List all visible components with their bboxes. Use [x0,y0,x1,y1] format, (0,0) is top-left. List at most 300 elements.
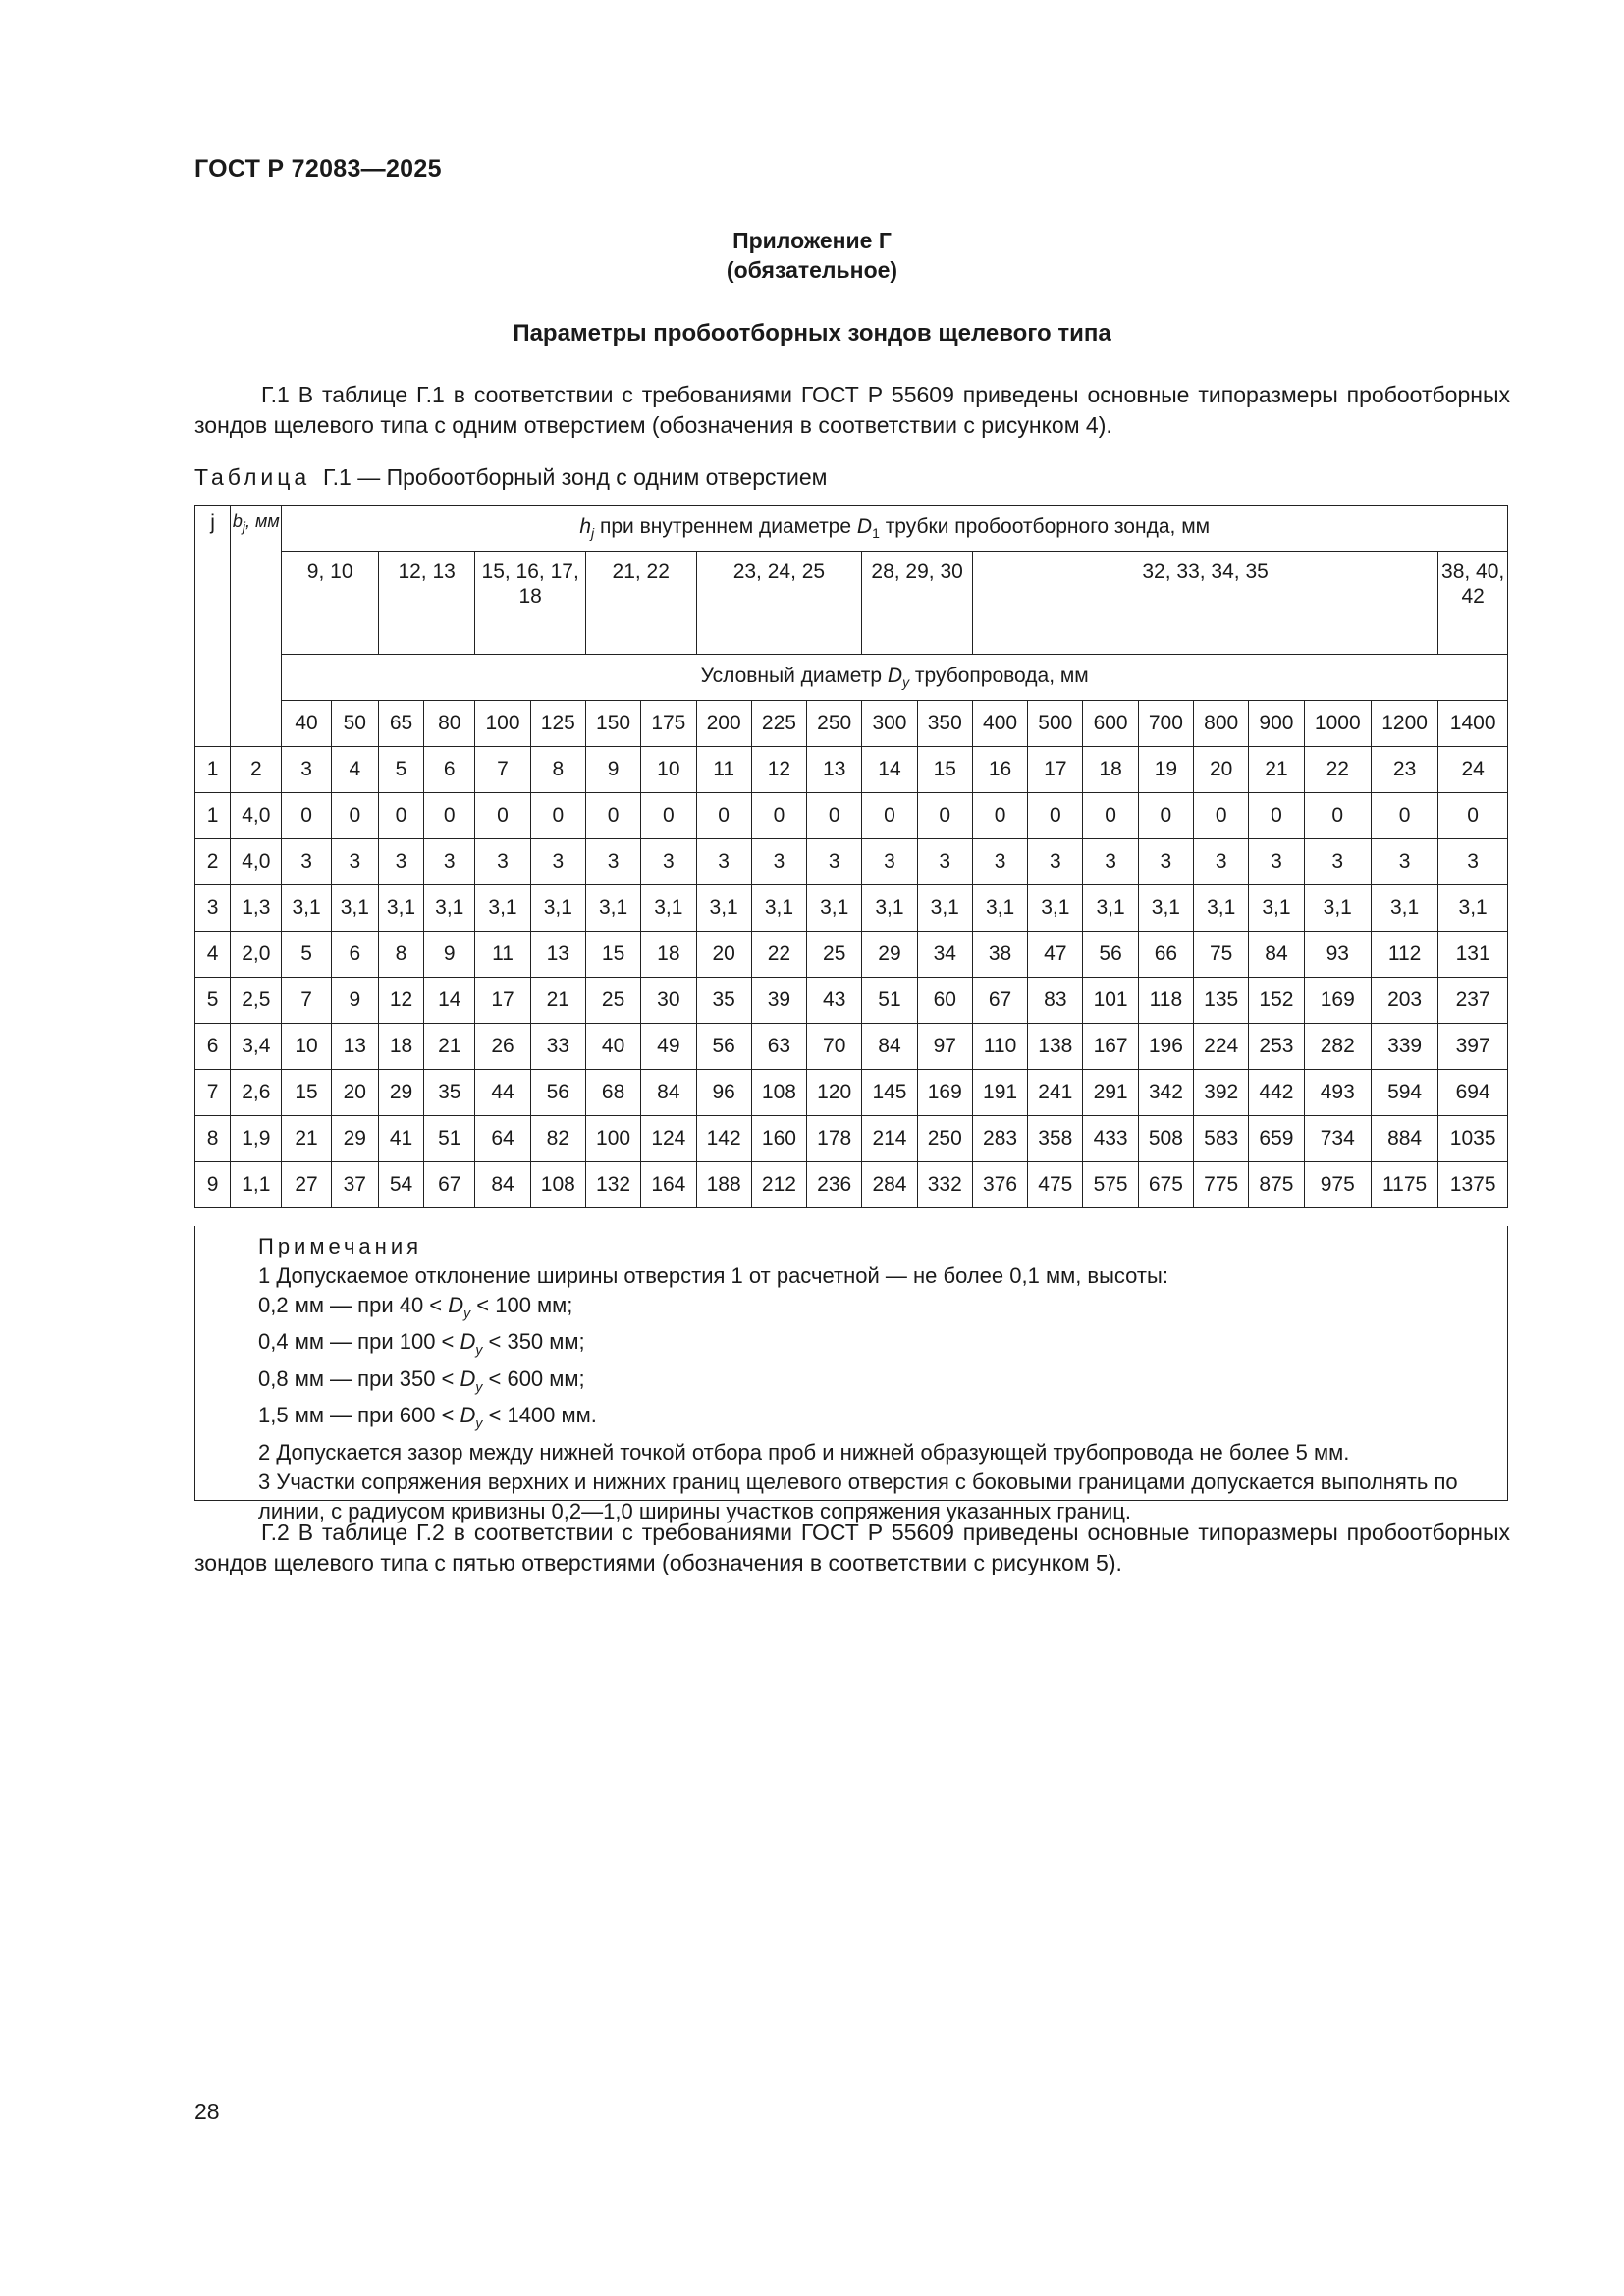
height-cell: 397 [1438,1024,1508,1070]
height-cell: 63 [751,1024,806,1070]
h-sub: j [591,525,595,542]
height-cell: 875 [1249,1162,1304,1208]
height-cell: 40 [585,1024,640,1070]
height-cell: 124 [641,1116,696,1162]
height-cell: 3 [917,839,972,885]
height-cell: 39 [751,978,806,1024]
section-title: Параметры пробоотборных зондов щелевого типа [513,320,1111,347]
height-cell: 84 [475,1162,530,1208]
height-cell: 3,1 [807,885,862,932]
table-row [195,793,1508,839]
table-row [195,1116,1508,1162]
table-notes [194,1226,1508,1523]
appendix-title: Приложение Г [732,228,892,253]
height-cell: 41 [378,1116,423,1162]
height-cell: 237 [1438,978,1508,1024]
height-cell: 3 [1249,839,1304,885]
tolerance-2-D: D [460,1329,476,1355]
height-cell: 433 [1083,1116,1138,1162]
height-cell: 0 [1138,793,1193,839]
height-cell: 21 [282,1116,331,1162]
height-cell: 9 [424,932,475,978]
height-cell: 0 [1028,793,1083,839]
height-cell: 3,1 [530,885,585,932]
col-header-h [282,506,1508,552]
height-cell: 376 [972,1162,1027,1208]
height-cell: 9 [331,978,378,1024]
paragraph-g2-text: Г.2 В таблице Г.2 в соответствии с требованиями ГОСТ Р 55609 приведены основные типоразмеры пробоотборных зондов щелевого типа с пятью отверстиями (обозначения в соответствии с рисунком 5). [194,1520,1510,1575]
tolerance-3-b: < 600 мм; [482,1365,585,1391]
column-number-cell: 14 [862,747,917,793]
table-row [195,932,1508,978]
row-index-cell: 2 [195,839,231,885]
nominal-diameter-cell: 225 [751,701,806,747]
height-cell: 0 [1304,793,1371,839]
nominal-diameter-cell: 900 [1249,701,1304,747]
height-cell: 675 [1138,1162,1193,1208]
column-numbering-row [195,747,1508,793]
height-cell: 3 [1138,839,1193,885]
tolerance-3-D-sub: y [475,1378,483,1395]
height-cell: 975 [1304,1162,1371,1208]
nominal-diameter-cell: 1200 [1371,701,1437,747]
height-cell: 3 [1083,839,1138,885]
inner-group: 32, 33, 34, 35 [972,552,1437,655]
height-cell: 6 [331,932,378,978]
height-cell: 56 [1083,932,1138,978]
column-number-cell: 3 [282,747,331,793]
tolerance-1-D: D [448,1293,464,1317]
nominal-diameter-cell: 700 [1138,701,1193,747]
height-cell: 339 [1371,1024,1437,1070]
col-header-b [231,506,282,747]
height-cell: 283 [972,1116,1027,1162]
tolerance-1-b: < 100 мм; [470,1293,573,1317]
height-cell: 118 [1138,978,1193,1024]
height-cell: 241 [1028,1070,1083,1116]
height-cell: 3,1 [751,885,806,932]
col-header-b-sub: j [242,518,246,535]
nominal-diameter-row [195,701,1508,747]
height-cell: 191 [972,1070,1027,1116]
nominal-diameter-cell: 100 [475,701,530,747]
paragraph-g1-text: Г.1 В таблице Г.1 в соответствии с требованиями ГОСТ Р 55609 приведены основные типоразмеры пробоотборных зондов щелевого типа с одним отверстием (обозначения в соответствии с рисунком 4). [194,382,1510,438]
height-cell: 18 [378,1024,423,1070]
height-cell: 3 [1194,839,1249,885]
height-cell: 884 [1371,1116,1437,1162]
h-symbol: h [579,514,592,538]
height-cell: 442 [1249,1070,1304,1116]
height-cell: 13 [331,1024,378,1070]
height-cell: 15 [585,932,640,978]
col-header-j: j [195,506,231,747]
height-cell: 0 [1438,793,1508,839]
note-2: 2 Допускается зазор между нижней точкой отбора проб и нижней образующей трубопровода не более 5 мм. [258,1439,1350,1465]
table-row [195,1162,1508,1208]
height-cell: 0 [475,793,530,839]
inner-group: 28, 29, 30 [862,552,973,655]
height-cell: 108 [530,1162,585,1208]
height-cell: 30 [641,978,696,1024]
tolerance-3-a: 0,8 мм — при 350 < [258,1365,460,1391]
h-text: при внутреннем диаметре [594,514,857,538]
height-cell: 97 [917,1024,972,1070]
height-cell: 17 [475,978,530,1024]
dy-prefix: Условный диаметр [700,664,888,687]
height-cell: 5 [282,932,331,978]
row-index-cell: 4 [195,932,231,978]
column-number-cell: 19 [1138,747,1193,793]
column-number-cell: 5 [378,747,423,793]
column-number-cell: 6 [424,747,475,793]
height-cell: 575 [1083,1162,1138,1208]
height-cell: 169 [1304,978,1371,1024]
height-cell: 21 [424,1024,475,1070]
document-code: ГОСТ Р 72083—2025 [194,155,442,183]
height-cell: 135 [1194,978,1249,1024]
height-cell: 29 [378,1070,423,1116]
column-number-cell: 13 [807,747,862,793]
column-number-cell: 7 [475,747,530,793]
height-cell: 3 [751,839,806,885]
column-number-cell: 21 [1249,747,1304,793]
tolerance-3-D: D [460,1365,476,1391]
height-cell: 8 [378,932,423,978]
height-cell: 3,1 [1438,885,1508,932]
height-cell: 25 [807,932,862,978]
height-cell: 100 [585,1116,640,1162]
height-cell: 167 [1083,1024,1138,1070]
height-cell: 188 [696,1162,751,1208]
height-cell: 21 [530,978,585,1024]
nominal-diameter-cell: 200 [696,701,751,747]
height-cell: 67 [424,1162,475,1208]
height-cell: 34 [917,932,972,978]
height-cell: 203 [1371,978,1437,1024]
nominal-diameter-cell: 350 [917,701,972,747]
height-cell: 0 [1194,793,1249,839]
width-cell: 4,0 [231,839,282,885]
height-cell: 3,1 [1249,885,1304,932]
table-row [195,839,1508,885]
height-cell: 214 [862,1116,917,1162]
height-cell: 3,1 [282,885,331,932]
height-cell: 3 [1371,839,1437,885]
height-cell: 110 [972,1024,1027,1070]
height-cell: 132 [585,1162,640,1208]
table-row [195,1070,1508,1116]
height-cell: 27 [282,1162,331,1208]
height-cell: 1175 [1371,1162,1437,1208]
row-index-cell: 5 [195,978,231,1024]
height-cell: 475 [1028,1162,1083,1208]
height-cell: 3 [585,839,640,885]
height-cell: 18 [641,932,696,978]
page-number: 28 [194,2099,220,2124]
height-cell: 3,1 [641,885,696,932]
height-cell: 594 [1371,1070,1437,1116]
nominal-diameter-header [282,655,1508,701]
height-cell: 47 [1028,932,1083,978]
height-cell: 253 [1249,1024,1304,1070]
height-cell: 3,1 [1304,885,1371,932]
height-cell: 0 [282,793,331,839]
inner-group: 15, 16, 17, 18 [475,552,586,655]
note-1: 1 Допускаемое отклонение ширины отверстия 1 от расчетной — не более 0,1 мм, высоты: [258,1263,1168,1288]
height-cell: 67 [972,978,1027,1024]
appendix-kind: (обязательное) [726,257,898,283]
tolerance-4-b: < 1400 мм. [482,1403,597,1428]
column-number-cell: 4 [331,747,378,793]
height-cell: 142 [696,1116,751,1162]
height-cell: 0 [696,793,751,839]
height-cell: 508 [1138,1116,1193,1162]
height-cell: 3 [1304,839,1371,885]
width-cell: 1,1 [231,1162,282,1208]
nominal-diameter-cell: 40 [282,701,331,747]
width-cell: 1,9 [231,1116,282,1162]
tolerance-line-3 [258,1364,1499,1401]
tolerance-2-D-sub: y [475,1341,483,1358]
height-cell: 332 [917,1162,972,1208]
height-cell: 84 [862,1024,917,1070]
height-cell: 37 [331,1162,378,1208]
tolerance-line-2 [258,1327,1499,1363]
height-cell: 131 [1438,932,1508,978]
height-cell: 25 [585,978,640,1024]
height-cell: 120 [807,1070,862,1116]
height-cell: 164 [641,1162,696,1208]
column-number-cell: 16 [972,747,1027,793]
height-cell: 0 [585,793,640,839]
h-tail: трубки пробоотборного зонда, мм [879,514,1211,538]
column-number-cell: 22 [1304,747,1371,793]
height-cell: 3 [641,839,696,885]
height-cell: 3,1 [972,885,1027,932]
row-index-cell: 7 [195,1070,231,1116]
h-D-sub: 1 [872,525,880,542]
height-cell: 0 [641,793,696,839]
height-cell: 659 [1249,1116,1304,1162]
height-cell: 64 [475,1116,530,1162]
height-cell: 7 [282,978,331,1024]
column-number-cell: 24 [1438,747,1508,793]
height-cell: 56 [696,1024,751,1070]
table-row [195,885,1508,932]
height-cell: 56 [530,1070,585,1116]
height-cell: 82 [530,1116,585,1162]
height-cell: 70 [807,1024,862,1070]
height-cell: 1035 [1438,1116,1508,1162]
nominal-diameter-cell: 250 [807,701,862,747]
height-cell: 3 [331,839,378,885]
height-cell: 0 [807,793,862,839]
height-cell: 392 [1194,1070,1249,1116]
column-number-cell: 20 [1194,747,1249,793]
inner-group: 23, 24, 25 [696,552,862,655]
height-cell: 212 [751,1162,806,1208]
height-cell: 3 [862,839,917,885]
dy-tail: трубопровода, мм [909,664,1089,687]
nominal-diameter-cell: 600 [1083,701,1138,747]
height-cell: 178 [807,1116,862,1162]
height-cell: 224 [1194,1024,1249,1070]
col-header-b-unit: , мм [245,511,280,531]
height-cell: 160 [751,1116,806,1162]
height-cell: 3 [475,839,530,885]
nominal-diameter-cell: 800 [1194,701,1249,747]
paragraph-g1 [194,380,1510,441]
table-caption-prefix: Таблица [194,464,311,490]
notes-title: Примечания [258,1234,423,1258]
tolerance-line-4 [258,1401,1499,1437]
height-cell: 84 [641,1070,696,1116]
height-cell: 196 [1138,1024,1193,1070]
height-cell: 14 [424,978,475,1024]
height-cell: 583 [1194,1116,1249,1162]
tolerance-4-D-sub: y [475,1415,483,1431]
height-cell: 83 [1028,978,1083,1024]
height-cell: 35 [696,978,751,1024]
row-index-cell: 3 [195,885,231,932]
height-cell: 0 [378,793,423,839]
height-cell: 3,1 [1028,885,1083,932]
height-cell: 20 [331,1070,378,1116]
height-cell: 3,1 [378,885,423,932]
table-caption [194,464,828,491]
height-cell: 93 [1304,932,1371,978]
height-cell: 26 [475,1024,530,1070]
height-cell: 51 [862,978,917,1024]
tolerance-2-b: < 350 мм; [482,1329,585,1355]
tolerance-1-a: 0,2 мм — при 40 < [258,1293,449,1317]
width-cell: 2,6 [231,1070,282,1116]
height-cell: 3 [424,839,475,885]
nominal-diameter-cell: 65 [378,701,423,747]
height-cell: 101 [1083,978,1138,1024]
height-cell: 282 [1304,1024,1371,1070]
height-cell: 0 [530,793,585,839]
column-number-cell: 18 [1083,747,1138,793]
row-index-cell: 6 [195,1024,231,1070]
width-cell: 2,5 [231,978,282,1024]
height-cell: 20 [696,932,751,978]
height-cell: 0 [1083,793,1138,839]
height-cell: 1375 [1438,1162,1508,1208]
inner-group: 9, 10 [282,552,378,655]
height-cell: 342 [1138,1070,1193,1116]
nominal-diameter-cell: 400 [972,701,1027,747]
dy-symbol: D [887,664,903,687]
tolerance-line-1 [258,1291,1499,1327]
paragraph-g2 [194,1518,1510,1578]
column-number-cell: 9 [585,747,640,793]
height-cell: 60 [917,978,972,1024]
nominal-diameter-cell: 125 [530,701,585,747]
height-cell: 138 [1028,1024,1083,1070]
height-cell: 284 [862,1162,917,1208]
nominal-diameter-cell: 175 [641,701,696,747]
table-caption-text: Г.1 — Пробоотборный зонд с одним отверстием [322,464,828,490]
height-cell: 3 [530,839,585,885]
height-cell: 3 [1438,839,1508,885]
col-header-b-symbol: b [232,511,243,531]
tolerance-2-a: 0,4 мм — при 100 < [258,1329,460,1355]
height-cell: 3 [378,839,423,885]
height-cell: 3,1 [1371,885,1437,932]
column-number-cell: 8 [530,747,585,793]
height-cell: 236 [807,1162,862,1208]
height-cell: 112 [1371,932,1437,978]
height-cell: 108 [751,1070,806,1116]
height-cell: 10 [282,1024,331,1070]
inner-group: 21, 22 [585,552,696,655]
height-cell: 3 [282,839,331,885]
width-cell: 1,3 [231,885,282,932]
height-cell: 29 [862,932,917,978]
row-index-cell: 8 [195,1116,231,1162]
nominal-diameter-cell: 500 [1028,701,1083,747]
height-cell: 3 [696,839,751,885]
height-cell: 3,1 [1083,885,1138,932]
height-cell: 3,1 [1138,885,1193,932]
column-number-cell: 17 [1028,747,1083,793]
height-cell: 15 [282,1070,331,1116]
height-cell: 0 [972,793,1027,839]
column-number-cell: 15 [917,747,972,793]
column-number-cell: 1 [195,747,231,793]
column-number-cell: 23 [1371,747,1437,793]
inner-group: 38, 40, 42 [1438,552,1508,655]
height-cell: 96 [696,1070,751,1116]
column-number-cell: 11 [696,747,751,793]
height-cell: 0 [424,793,475,839]
height-cell: 29 [331,1116,378,1162]
width-cell: 2,0 [231,932,282,978]
height-cell: 3,1 [862,885,917,932]
height-cell: 13 [530,932,585,978]
width-cell: 4,0 [231,793,282,839]
height-cell: 49 [641,1024,696,1070]
height-cell: 3,1 [696,885,751,932]
nominal-diameter-cell: 150 [585,701,640,747]
nominal-diameter-cell: 1400 [1438,701,1508,747]
nominal-diameter-cell: 300 [862,701,917,747]
height-cell: 145 [862,1070,917,1116]
height-cell: 43 [807,978,862,1024]
nominal-diameter-cell: 1000 [1304,701,1371,747]
note-3-text: 3 Участки сопряжения верхних и нижних границ щелевого отверстия с боковыми границами допускается выполнять по линии, с радиусом кривизны 0,2—1,0 ширины участков сопряжения указанных границ. [258,1468,1458,1523]
height-cell: 12 [378,978,423,1024]
height-cell: 54 [378,1162,423,1208]
column-number-cell: 2 [231,747,282,793]
height-cell: 0 [917,793,972,839]
height-cell: 0 [1249,793,1304,839]
height-cell: 0 [751,793,806,839]
height-cell: 358 [1028,1116,1083,1162]
height-cell: 734 [1304,1116,1371,1162]
height-cell: 68 [585,1070,640,1116]
height-cell: 3,1 [1194,885,1249,932]
height-cell: 152 [1249,978,1304,1024]
height-cell: 33 [530,1024,585,1070]
probe-table [194,505,1508,1208]
height-cell: 3 [1028,839,1083,885]
table-row [195,1024,1508,1070]
height-cell: 22 [751,932,806,978]
column-number-cell: 12 [751,747,806,793]
nominal-diameter-cell: 50 [331,701,378,747]
